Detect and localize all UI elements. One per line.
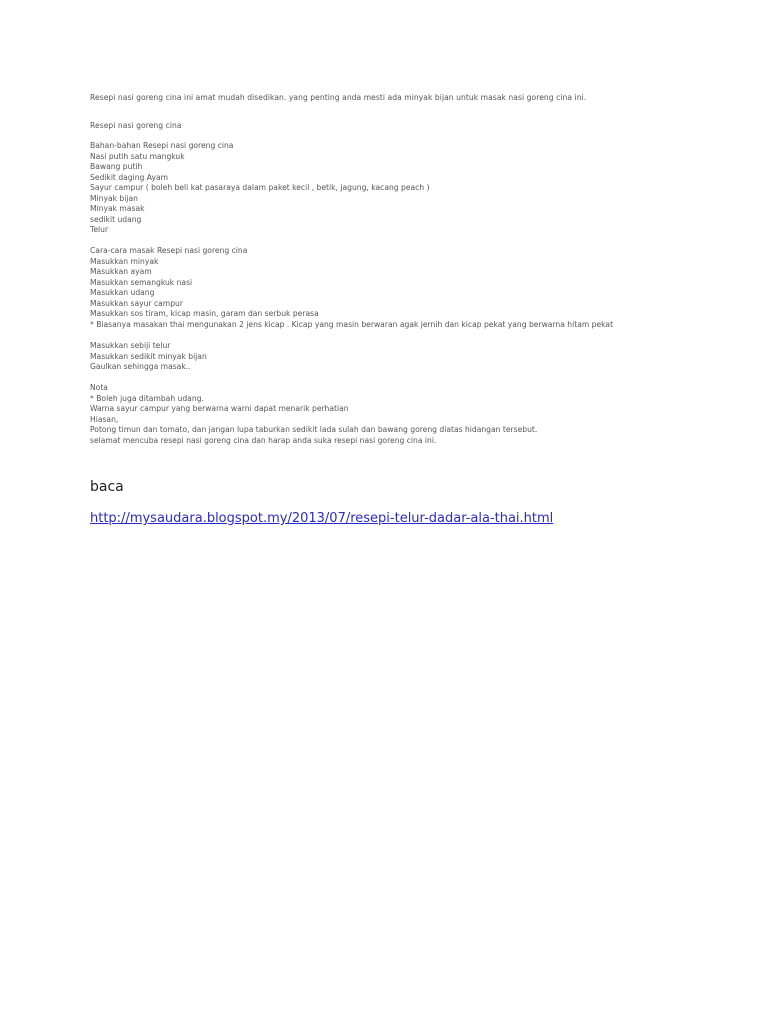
step-item: Masukkan sedikit minyak bijan <box>90 351 207 361</box>
ingredient-item: Nasi putih satu mangkuk <box>90 151 185 161</box>
step-note: * Biasanya masakan thai mengunakan 2 jens kicap . Kicap yang masin berwaran agak jernih dan kicap pekat yang berwarna hitam pekat <box>90 319 614 329</box>
baca-label: baca <box>90 479 124 495</box>
note-item: Warna sayur campur yang berwarna warni dapat menarik perhatian <box>90 404 349 413</box>
step-item: Masukkan minyak <box>90 256 159 266</box>
ingredients-heading: Bahan-bahan Resepi nasi goreng cina <box>90 141 234 150</box>
ingredient-item: Minyak bijan <box>90 193 138 203</box>
ingredient-item: Bawang putih <box>90 162 143 171</box>
step-item: Gaulkan sehingga masak.. <box>90 362 191 371</box>
ingredient-item: Sayur campur ( boleh beli kat pasaraya dalam paket kecil , betik, jagung, kacang peach ) <box>90 183 430 192</box>
step-item: Masukkan ayam <box>90 267 152 276</box>
steps-section <box>90 246 613 330</box>
step-item: Masukkan udang <box>90 288 155 297</box>
ingredient-item: Minyak masak <box>90 204 145 213</box>
steps-heading: Cara-cara masak Resepi nasi goreng cina <box>90 246 248 255</box>
ingredient-item: sedikit udang <box>90 214 142 224</box>
note-item: selamat mencuba resepi nasi goreng cina dan harap anda suka resepi nasi goreng cina ini. <box>90 435 437 445</box>
step-item: Masukkan semangkuk nasi <box>90 277 193 287</box>
note-item: * Boleh juga ditambah udang. <box>90 393 204 403</box>
steps-continued-section <box>90 341 207 373</box>
ingredient-item: Sedikit daging Ayam <box>90 172 168 182</box>
step-item: Masukkan sos tiram, kicap masin, garam dan serbuk perasa <box>90 309 319 318</box>
ingredients-section <box>90 141 430 236</box>
step-item: Masukkan sebiji telur <box>90 341 171 350</box>
notes-heading: Nota <box>90 383 108 392</box>
related-recipe-link[interactable]: http://mysaudara.blogspot.my/2013/07/resepi-telur-dadar-ala-thai.html <box>90 511 554 526</box>
note-item: Hiasan, <box>90 414 119 424</box>
notes-section <box>90 383 537 446</box>
ingredient-item: Telur <box>90 225 109 234</box>
step-item: Masukkan sayur campur <box>90 298 183 308</box>
note-item: Potong timun dan tomato, dan jangan lupa taburkan sedikit lada sulah dan bawang goreng diatas hidangan tersebut. <box>90 425 538 434</box>
recipe-title: Resepi nasi goreng cina <box>90 121 182 130</box>
intro-paragraph: Resepi nasi goreng cina ini amat mudah disedikan. yang penting anda mesti ada minyak bijan untuk masak nasi goreng cina ini. <box>90 93 587 102</box>
